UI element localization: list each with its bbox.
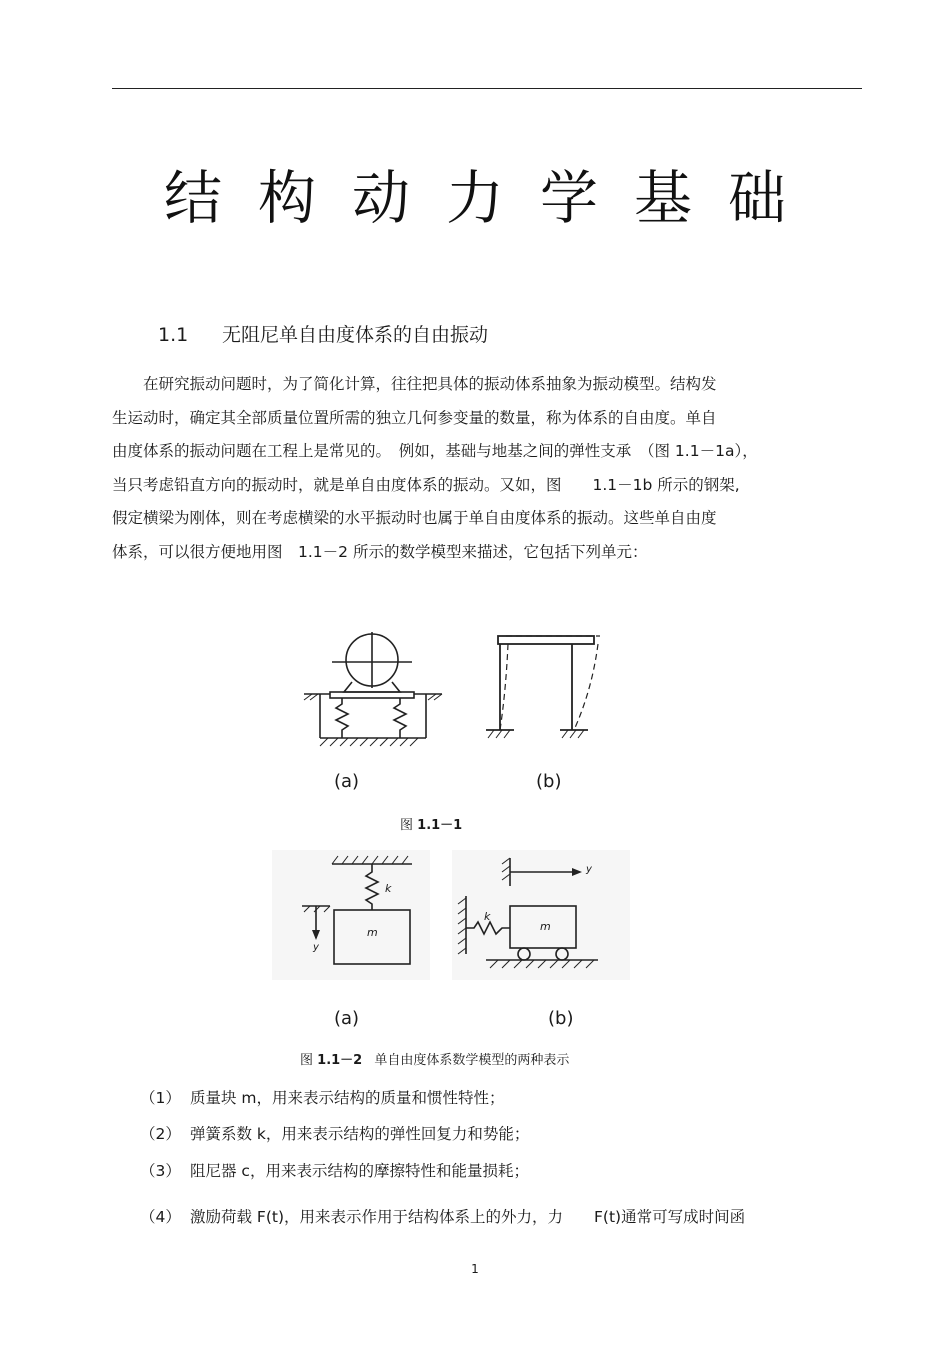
list-item — [140, 1156, 529, 1186]
list-item-number: （3） — [140, 1162, 181, 1180]
figure-1-2-caption-b: (b) — [548, 1008, 574, 1029]
figure-label-number: 1.1－2 — [317, 1053, 363, 1068]
list-item-number: （1） — [140, 1089, 181, 1107]
figure-1-2a-vertical-model — [272, 850, 430, 980]
figure-1-1-caption-a: (a) — [334, 771, 360, 792]
document-title: 结构动力学基础 — [163, 164, 822, 232]
page-number: 1 — [471, 1262, 479, 1276]
list-item-text: 激励荷载 F(t)，用来表示作用于结构体系上的外力，力 F(t)通常可写成时间函 — [190, 1208, 746, 1226]
spring-label-b: k — [484, 910, 491, 923]
paragraph-line: 当只考虑铅直方向的振动时，就是单自由度体系的振动。又如，图 1.1－1b 所示的钢架, — [112, 475, 740, 494]
list-item-number: （2） — [140, 1125, 181, 1143]
figure-1-1-label — [400, 814, 462, 833]
paragraph-line: 假定横梁为刚体，则在考虑横梁的水平振动时也属于单自由度体系的振动。这些单自由度 — [112, 509, 717, 527]
mass-label-a: m — [367, 926, 378, 939]
figure-label-text: 单自由度体系数学模型的两种表示 — [374, 1053, 570, 1068]
figure-label-prefix: 图 — [400, 818, 414, 833]
list-item-text: 弹簧系数 k，用来表示结构的弹性回复力和势能； — [190, 1125, 530, 1143]
figure-1-2b-horizontal-model — [452, 850, 630, 980]
intro-paragraph — [112, 368, 872, 569]
figure-label-number: 1.1－1 — [417, 818, 463, 833]
paragraph-line: 体系，可以很方便地用图 1.1－2 所示的数学模型来描述，它包括下列单元： — [112, 542, 648, 561]
list-item — [140, 1202, 745, 1232]
section-heading — [158, 320, 488, 350]
mass-label-b: m — [540, 920, 551, 933]
paragraph-line: 由度体系的振动问题在工程上是常见的。 例如，基础与地基之间的弹性支承 （图 1.1－1a）， — [112, 442, 758, 460]
header-rule — [112, 88, 862, 89]
paragraph-line: 生运动时，确定其全部质量位置所需的独立几何参变量的数量，称为体系的自由度。单自 — [112, 408, 717, 427]
list-item-text: 阻尼器 c，用来表示结构的摩擦特性和能量损耗； — [190, 1162, 529, 1180]
list-item — [140, 1119, 529, 1149]
displacement-label-b: y — [586, 864, 592, 875]
section-number: 1.1 — [158, 324, 189, 346]
figure-1-1a-foundation-sketch — [300, 630, 446, 748]
figure-1-2-caption-a: (a) — [334, 1008, 360, 1029]
paragraph-line: 在研究振动问题时，为了简化计算，往往把具体的振动体系抽象为振动模型。结构发 — [112, 375, 717, 393]
section-title: 无阻尼单自由度体系的自由振动 — [222, 324, 489, 346]
list-item-number: （4） — [140, 1208, 181, 1226]
figure-1-1b-frame-sketch — [480, 630, 604, 744]
spring-label-a: k — [385, 882, 392, 895]
figure-label-prefix: 图 — [300, 1053, 314, 1068]
list-item-text: 质量块 m，用来表示结构的质量和惯性特性； — [190, 1089, 505, 1107]
figure-1-1-caption-b: (b) — [536, 771, 562, 792]
displacement-label-a: y — [313, 942, 319, 953]
list-item — [140, 1083, 505, 1113]
figure-1-2-label — [300, 1049, 569, 1068]
